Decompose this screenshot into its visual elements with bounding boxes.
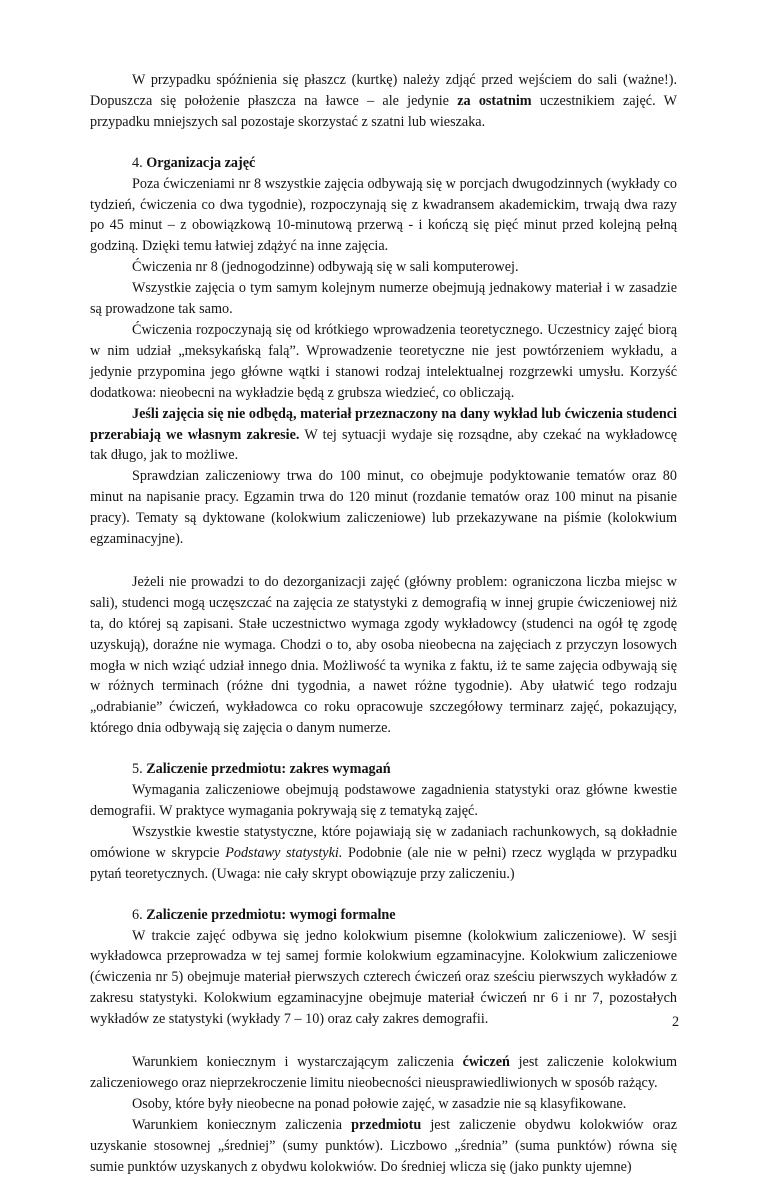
paragraph: Warunkiem koniecznym i wystarczającym zaliczenia ćwiczeń jest zaliczenie kolokwium zaliczeniowego oraz nieprzekroczenie limitu nieobecności nieusprawiedliwionych w sposób rażący. — [90, 1054, 677, 1091]
paragraph: Wymagania zaliczeniowe obejmują podstawowe zagadnienia statystyki oraz główne kwestie demografii. W praktyce wymagania pokrywają się z tematyką zajęć. — [90, 782, 677, 819]
section-heading-wymogi-formalne: 6. Zaliczenie przedmiotu: wymogi formalne — [132, 906, 396, 923]
page-number: 2 — [672, 1014, 680, 1030]
section-heading-zakres-wymagan: 5. Zaliczenie przedmiotu: zakres wymagań — [132, 761, 391, 778]
emphasis-bold: za ostatnim — [457, 92, 532, 109]
paragraph: Jeśli zajęcia się nie odbędą, materiał przeznaczony na dany wykład lub ćwiczenia studenci przerabiają we własnym zakresie. W tej sytuacji wydaje się rozsądne, aby czekać na wykładowcę tak długo, jak to możliwe. — [90, 405, 677, 464]
paragraph: Jeżeli nie prowadzi to do dezorganizacji zajęć (główny problem: ograniczona liczba miejsc w sali), studenci mogą uczęszczać na zajęcia ze statystyki z demografią w innej grupie ćwiczeniowej niż ta, do której są zapisani. Stałe uczestnictwo wymaga zgody wykładowcy (studenci na ogół tę zgodę uzyskują), doraźne nie wymaga. Chodzi o to, aby osoba nieobecna na zajęciach z przyczyn losowych mogła w nich wziąć udział innego dnia. Możliwość ta wynika z faktu, iż te same zajęcia odbywają się w różnych terminach (różne dni tygodnia, a nawet różne tygodnie). Aby ułatwić tego rodzaju „odrabianie” ćwiczeń, wykładowca co roku opracowuje szczegółowy terminarz zajęć, pokazujący, którego dnia odbywają się zajęcia o danym numerze. — [90, 573, 677, 737]
paragraph: Wszystkie zajęcia o tym samym kolejnym numerze obejmują jednakowy materiał i w zasadzie są prowadzone tak samo. — [90, 280, 677, 318]
paragraph: Osoby, które były nieobecne na ponad połowie zajęć, w zasadzie nie są klasyfikowane. — [132, 1095, 627, 1112]
intro-paragraph: W przypadku spóźnienia się płaszcz (kurtkę) należy zdjąć przed wejściem do sali (ważne!). Dopuszcza się położenie płaszcza na ławce – ale jedynie za ostatnim uczestnikiem zajęć. W przypadku mniejszych sal pozostaje skorzystać z szatni lub wieszaka. — [90, 72, 677, 130]
paragraph: Wszystkie kwestie statystyczne, które pojawiają się w zadaniach rachunkowych, są dokładnie omówione w skrypcie Podstawy statystyki. Podobnie (ale nie w pełni) rzecz wygląda w przypadku pytań teoretycznych. (Uwaga: nie cały skrypt obowiązuje przy zaliczeniu.) — [90, 823, 677, 882]
paragraph: Ćwiczenia rozpoczynają się od krótkiego wprowadzenia teoretycznego. Uczestnicy zajęć biorą w nim udział „meksykańską falą”. Wprowadzenie teoretyczne nie jest powtórzeniem wykładu, a jedynie przypomina jego główne wątki i stanowi rodzaj intelektualnej rozgrzewki umysłu. Korzyść dodatkowa: nieobecni na wykładzie będą z grubsza wiedzieć, co obliczają. — [90, 321, 677, 401]
paragraph: W trakcie zajęć odbywa się jedno kolokwium pisemne (kolokwium zaliczeniowe). W sesji wykładowca przeprowadza w tej samej formie kolokwium egzaminacyjne. Kolokwium zaliczeniowe (ćwiczenia nr 5) obejmuje materiał pierwszych czterech ćwiczeń oraz sześciu pierwszych wykładów z zakresu statystyki. Kolokwium egzaminacyjne obejmuje materiał ćwiczeń nr 6 i nr 7, pozostałych wykładów ze statystyki (wykłady 7 – 10) oraz cały zakres demografii. — [90, 927, 677, 1028]
page-body — [90, 70, 680, 1178]
section-heading-organizacja: 4. Organizacja zajęć — [132, 154, 256, 171]
paragraph: Poza ćwiczeniami nr 8 wszystkie zajęcia odbywają się w porcjach dwugodzinnych (wykłady co tydzień, ćwiczenia co dwa tygodnie), rozpoczynają się z kwadransem akademickim, trwają dwa razy po 45 minut – z obowiązkową 10-minutową przerwą - i kończą się pięć minut przed kolejną pełną godziną. Dzięki temu łatwiej zdążyć na inne zajęcia. — [90, 175, 677, 255]
paragraph: Warunkiem koniecznym zaliczenia przedmiotu jest zaliczenie obydwu kolokwiów oraz uzyskanie stosownej „średniej” (sumy punktów). Liczbowo „średnia” (suma punktów) równa się sumie punktów uzyskanych z obydwu kolokwiów. Do średniej wlicza się (jako punkty ujemne) — [90, 1116, 677, 1175]
paragraph: Ćwiczenia nr 8 (jednogodzinne) odbywają się w sali komputerowej. — [132, 259, 519, 276]
paragraph: Sprawdzian zaliczeniowy trwa do 100 minut, co obejmuje podyktowanie tematów oraz 80 minut na napisanie pracy. Egzamin trwa do 120 minut (rozdanie tematów oraz 100 minut na pisanie pracy). Tematy są dyktowane (kolokwium zaliczeniowe) lub przekazywane na piśmie (kolokwium egzaminacyjne). — [90, 468, 677, 548]
